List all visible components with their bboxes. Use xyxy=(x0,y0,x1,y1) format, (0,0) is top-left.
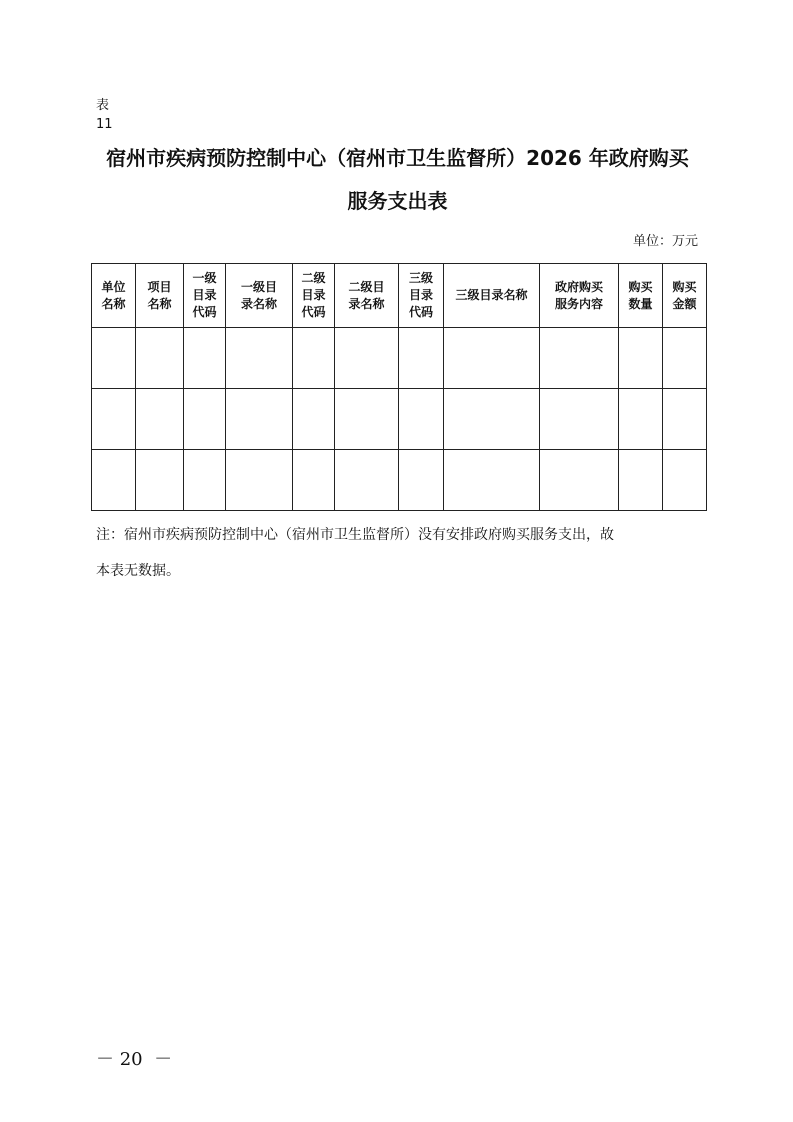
table-cell xyxy=(619,450,663,511)
column-header: 单位 名称 xyxy=(92,264,136,328)
table-cell xyxy=(444,389,540,450)
table-cell xyxy=(399,328,444,389)
table-cell xyxy=(335,450,399,511)
column-header: 购买 数量 xyxy=(619,264,663,328)
document-title-line2: 服务支出表 xyxy=(347,189,448,213)
table-cell xyxy=(335,389,399,450)
table-cell xyxy=(293,450,335,511)
table-cell xyxy=(540,389,619,450)
table-row xyxy=(92,389,707,450)
column-header: 购买 金额 xyxy=(663,264,707,328)
table-number-label: 表 xyxy=(96,98,110,113)
table-cell xyxy=(136,450,184,511)
table-cell xyxy=(92,328,136,389)
table-cell xyxy=(92,450,136,511)
column-header: 政府购买 服务内容 xyxy=(540,264,619,328)
column-header: 一级目 录名称 xyxy=(226,264,293,328)
table-cell xyxy=(226,328,293,389)
table-cell xyxy=(540,450,619,511)
table-row xyxy=(92,450,707,511)
table-cell xyxy=(184,450,226,511)
table-cell xyxy=(663,328,707,389)
column-header: 项目 名称 xyxy=(136,264,184,328)
table-cell xyxy=(335,328,399,389)
column-header: 二级目 录名称 xyxy=(335,264,399,328)
column-header: 一级 目录 代码 xyxy=(184,264,226,328)
table-cell xyxy=(184,328,226,389)
table-cell xyxy=(226,389,293,450)
table-cell xyxy=(444,450,540,511)
table-header-row xyxy=(92,264,707,328)
table-cell xyxy=(92,389,136,450)
column-header: 三级 目录 代码 xyxy=(399,264,444,328)
column-header: 二级 目录 代码 xyxy=(293,264,335,328)
table-row xyxy=(92,328,707,389)
purchase-services-table xyxy=(91,263,707,511)
table-cell xyxy=(399,389,444,450)
note-line2: 本表无数据。 xyxy=(96,563,180,579)
table-cell xyxy=(663,450,707,511)
table-cell xyxy=(184,389,226,450)
document-title-line1: 宿州市疾病预防控制中心（宿州市卫生监督所）2026 年政府购买 xyxy=(106,146,689,170)
unit-label: 单位：万元 xyxy=(632,234,698,249)
note-line1: 注：宿州市疾病预防控制中心（宿州市卫生监督所）没有安排政府购买服务支出，故 xyxy=(96,527,614,543)
table-cell xyxy=(226,450,293,511)
table-number-value: 11 xyxy=(96,117,113,132)
table-cell xyxy=(619,328,663,389)
table-cell xyxy=(399,450,444,511)
table-cell xyxy=(136,328,184,389)
table-cell xyxy=(293,328,335,389)
table-cell xyxy=(663,389,707,450)
table-cell xyxy=(619,389,663,450)
table-body xyxy=(92,328,707,511)
column-header: 三级目录名称 xyxy=(444,264,540,328)
table-cell xyxy=(293,389,335,450)
page-number: － 20 － xyxy=(96,1049,173,1070)
table-cell xyxy=(444,328,540,389)
table-cell xyxy=(540,328,619,389)
table-cell xyxy=(136,389,184,450)
